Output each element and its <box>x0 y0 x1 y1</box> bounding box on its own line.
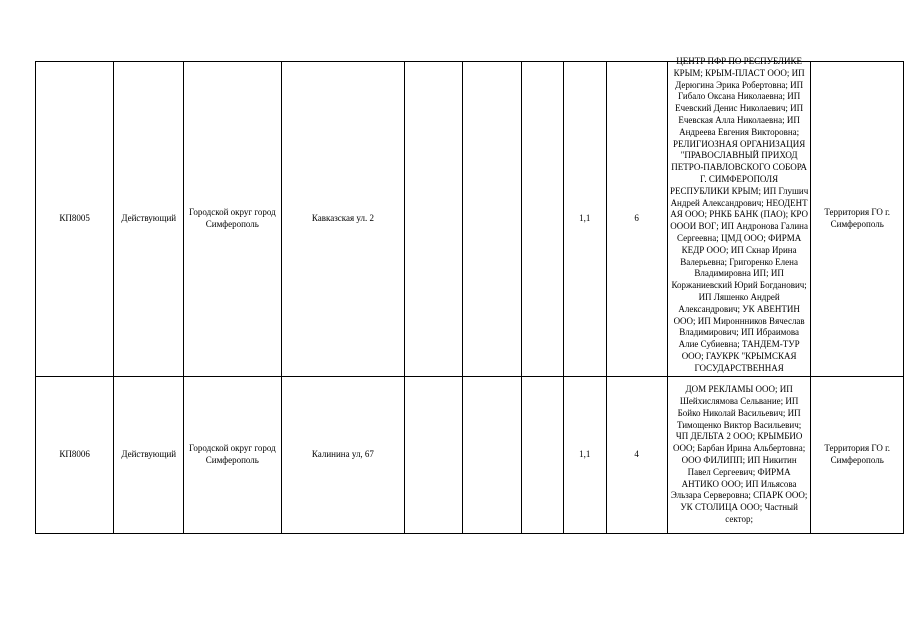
registry-table <box>35 56 904 534</box>
cell-col7 <box>521 377 563 534</box>
table-row <box>36 377 904 534</box>
table-row <box>36 62 904 377</box>
cell-col7 <box>521 62 563 377</box>
cell-volume: 1,1 <box>564 377 607 534</box>
cell-sources: ДОМ РЕКЛАМЫ ООО; ИП Шейхислямова Сельвание; ИП Бойко Николай Васильевич; ИП Тимощенко Виктор Васильевич; ЧП ДЕЛЬТА 2 ООО; КРЫМБИО ООО; Барбан Ирина Альбертовна; ООО ФИЛИПП; ИП Никитин Павел Сергеевич; ФИРМА АНТИКО ООО; ИП Ильясова Эльзара Серверовна; СПАРК ООО; УК СТОЛИЦА ООО; Частный сектор; <box>667 377 811 534</box>
cell-territory: Территория ГО г. Симферополь <box>811 62 904 377</box>
cell-col6 <box>463 377 521 534</box>
cell-territory: Территория ГО г. Симферополь <box>811 377 904 534</box>
cell-address: Калинина ул, 67 <box>281 377 405 534</box>
cell-code: КП8006 <box>36 377 114 534</box>
cell-address: Кавказская ул. 2 <box>281 62 405 377</box>
cell-col5 <box>405 62 463 377</box>
cell-municipality: Городской округ город Симферополь <box>184 62 281 377</box>
cell-count: 6 <box>606 62 667 377</box>
cell-volume: 1,1 <box>564 62 607 377</box>
cell-count: 4 <box>606 377 667 534</box>
cell-municipality: Городской округ город Симферополь <box>184 377 281 534</box>
cell-status: Действующий <box>114 62 184 377</box>
sources-clip <box>669 56 809 376</box>
cell-sources <box>667 56 811 377</box>
cell-code: КП8005 <box>36 62 114 377</box>
cell-status: Действующий <box>114 377 184 534</box>
cell-col5 <box>405 377 463 534</box>
sources-text: ЦЕНТР ПФР ПО РЕСПУБЛИКЕ КРЫМ; КРЫМ-ПЛАСТ ООО; ИП Дерюгина Эрика Робертовна; ИП Гибало Оксана Николаевна; ИП Ечевский Денис Николаевич; ИП Ечевская Алла Николаевна; ИП Андреева Евгения Викторовна; РЕЛИГИОЗНАЯ ОРГАНИЗАЦИЯ "ПРАВОСЛАВНЫЙ ПРИХОД ПЕТРО-ПАВЛОВСКОГО СОБОРА Г. СИМФЕРОПОЛЯ РЕСПУБЛИКИ КРЫМ; ИП Глушич Андрей Александрович; НЕОДЕНТ АЯ ООО; РНКБ БАНК (ПАО); КРО ОООИ ВОГ; ИП Андронова Галина Сергеевна; ЦМД ООО; ФИРМА КЕДР ООО; ИП Скнар Ирина Валерьевна; Григоренко Елена Владимировна ИП; ИП Коржаниевский Юрий Богданович; ИП Ляшенко Андрей Александрович; УК АВЕНТИН ООО; ИП Мироннников Вячеслав Владимирович; ИП Ибраимова Алие Субиевна; ТАНДЕМ-ТУР ООО; ГАУКРК "КРЫМСКАЯ ГОСУДАРСТВЕННАЯ <box>669 56 809 373</box>
cell-col6 <box>463 62 521 377</box>
